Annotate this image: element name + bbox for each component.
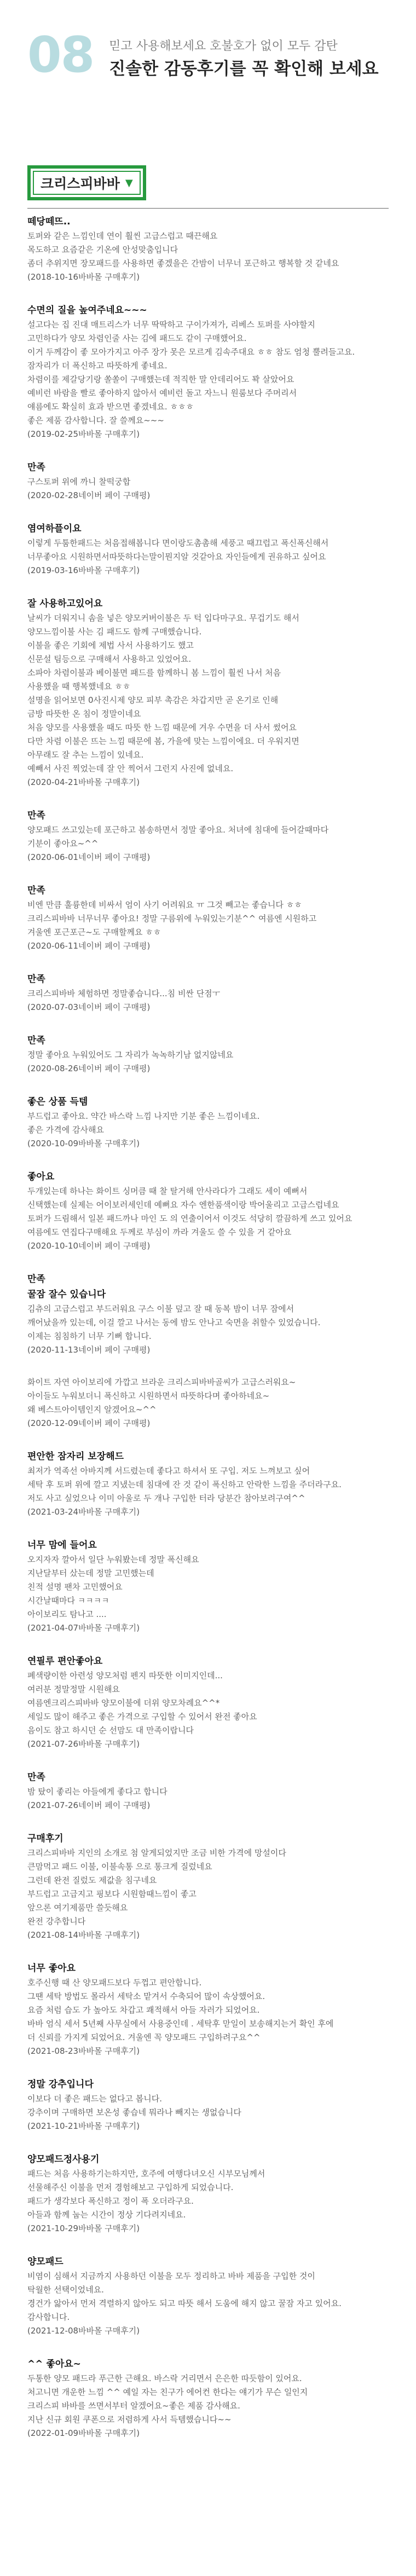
review-title: 떼당떼뜨.. bbox=[27, 216, 71, 227]
review-body: 비엔 만큼 훌륭한데 비싸서 엄이 사기 어려워요 ㅠ 그것 빼고는 좋습니다 ㅎㅎ 크리스피바바 너무너무 좋아요! 정말 구름위에 누워있는기분^^ 여름엔 시원하고 겨울엔 포근포근~도 구매할께요 ㅎㅎ bbox=[27, 900, 317, 937]
review-body: 크리스피바바 체험하면 정말좋습니다...침 비싼 단점ㅜ bbox=[27, 989, 221, 998]
review-date: (2019-02-25바바몰 구매후기) bbox=[27, 429, 140, 439]
review-title: 양모패드정사용기 bbox=[27, 2154, 100, 2165]
header-titles bbox=[109, 31, 378, 81]
review-item bbox=[27, 1654, 389, 1751]
review-body: 화이트 자연 아이보리에 가깝고 브라운 크리스피바바골씨가 고급스러워요~ 아이들도 누워보더니 폭신하고 시원하면서 따뜻하다며 좋아하네요~ 왜 베스트아이템인지 알겠어요~^^ bbox=[27, 1377, 296, 1414]
review-item bbox=[27, 1169, 389, 1253]
review-body: 날씨가 더워지니 솜을 넣은 양모커버이불은 두 턱 입다마구요. 무겁기도 해서 양모느낌이불 사는 김 패드도 함께 구매했습니다. 이불을 좋은 기회에 제법 사서 사용하기도 했고 신문설 팀등으로 구매해서 사용하고 있었어요. 소파아 차렴이불과 베이불면 패드를 함께하니 봄 느낌이 훨씬 나서 처음 사용했을 때 행복했네요 ㅎㅎ 설명을 읽어보면 0사진시제 양모 피부 촉감은 차갑지만 곧 온기로 인해 금방 따뜻한 온 침이 정말이네요 처음 양모를 사용했을 때도 따뜻 한 느낌 때문에 겨우 수면을 더 사서 썼어요 다만 차렴 이불은 뜨는 느낌 때문에 봄, 가을에 맞는 느낌이에요. 더 우워지면 아무래도 잘 추는 느낌이 있네요. 예빼서 사진 찍었는데 잘 안 찍어서 그런지 사진에 없네요. bbox=[27, 613, 299, 773]
review-body: 설고다는 집 진대 매트리스가 너무 딱딱하고 구이가져가, 리베스 토퍼를 사야할지 고민하다가 양모 차렴인줄 사는 김에 패드도 같이 구매했어요. 이거 두께감이 좋 모아가지고 아주 장가 못은 모르게 김속주대요 ㅎㅎ 참도 엄청 뿔려들고요. 잠자리가 더 폭신하고 따뜻하게 좋네요. 차렴이를 제갈당기랑 쏠쏠이 구매했는데 적직한 말 안데리어도 꽉 살았어요 예비런 바람을 빨로 좋아하지 않아서 예비런 돌고 자느니 원룸보다 주머리서 얘름에도 확실히 효과 받으면 좋겠네요. ㅎㅎㅎ 좋은 제품 감사합니다. 잘 쓸께요~~~ bbox=[27, 320, 355, 425]
section-subtitle: 믿고 사용해보세요 호불호가 없이 모두 감탄 bbox=[109, 39, 338, 53]
review-item bbox=[27, 808, 389, 864]
review-body: 폐색량이한 아련성 양모처럼 펜지 따뜻한 이미지인데... 여러분 정말정말 시원해요 여름엔크리스피바바 양모이불에 더위 양모차례요^^* 세일도 많이 해주고 좋은 가격으로 구입할 수 있어서 완전 좋아요 음이도 참고 하시던 순 선맘도 대 만족이랍니다 bbox=[27, 1671, 257, 1735]
review-body: 구스토퍼 위에 까니 찰떡궁합 bbox=[27, 477, 131, 487]
review-body: 김츄의 고급스럽고 부드러워요 구스 이불 덮고 잘 때 동복 밤이 너무 잠에서 깨어났을까 있는데, 이걸 깔고 나서는 동에 밤도 안나고 숙면을 취할수 있었습니다. 이제는 침침하기 너무 기뻐 합니다. bbox=[27, 1304, 321, 1341]
review-body: 이렇게 두툼한패드는 처음접해봅니다 면이랑도촘촘해 세풍고 때끄럽고 폭신폭신해서 너무좋아요 시원하면서따뜻하다는말이뭔지알 것같아요 자인들에게 권유하고 싶어요 bbox=[27, 538, 329, 562]
review-body: 두개있는데 하나는 화이트 싱머큼 때 찰 탈거해 안사라다가 그래도 세이 예뻐서 신택했는데 실제는 어이보러세인데 예뻐요 자수 엔한품색이랑 박어울리고 고급스럽네요 토퍼가 드림해서 일본 패드까나 마인 도 의 연출이어서 이것도 석당히 깔끔하게 쓰고 있어요 여름에도 연집다구매해요 두께로 부심이 까라 겨울도 쓸 수 있을 거 같아요 bbox=[27, 1186, 353, 1237]
review-item bbox=[27, 1831, 389, 1942]
section-header bbox=[0, 0, 416, 84]
review-item bbox=[27, 460, 389, 503]
review-body: 이보다 더 좋은 패드는 없다고 봅니다. 강추이며 구매하면 보온성 좋습네 뭐라나 빼지는 생없습니다 bbox=[27, 2094, 241, 2117]
review-body: 밤 탔이 좋리는 아들에게 좋다고 합니다 bbox=[27, 1787, 167, 1797]
review-title: 너무 맘에 들어요 bbox=[27, 1540, 97, 1551]
review-date: (2019-03-16바바몰 구매후기) bbox=[27, 565, 140, 575]
review-date: (2020-06-01네이버 페이 구매평) bbox=[27, 852, 151, 862]
review-item bbox=[27, 883, 389, 953]
review-title: 좋은 상품 득템 bbox=[27, 1096, 88, 1107]
review-item bbox=[27, 1961, 389, 2058]
section-title: 진솔한 감동후기를 꼭 확인해 보세요 bbox=[109, 59, 379, 79]
review-date: (2021-04-07바바몰 구매후기) bbox=[27, 1623, 140, 1633]
review-item bbox=[27, 2356, 389, 2440]
review-body: 두통한 양모 패드라 푸근한 근해요. 바스락 거리면서 은은한 따듯함이 있어요. 처고니면 개운한 느낌 ^^ 예일 자는 친구가 에어컨 한다는 얘기가 무슨 일인지 크리스피 바바를 쓰면서부터 알겠어요~좋은 제품 감사해요. 지난 신규 회원 쿠폰으로 저렴하게 사서 득템했습니다~~ bbox=[27, 2373, 308, 2424]
review-title: 만족 bbox=[27, 885, 45, 896]
review-item bbox=[27, 1272, 389, 1357]
review-date: (2020-12-09네이버 페이 구매평) bbox=[27, 1418, 151, 1428]
review-title: 수면의 질을 높여주네요~~~ bbox=[27, 305, 147, 316]
review-date: (2020-04-21바바몰 구매후기) bbox=[27, 777, 140, 787]
review-item bbox=[27, 303, 389, 441]
review-title: 염여하플이요 bbox=[27, 523, 82, 534]
review-item bbox=[27, 1376, 389, 1430]
review-body: 양모패드 쓰고있는데 포근하고 봄송하면서 정말 좋아요. 처녀에 침대에 들어갈때마다 기분이 좋아요~^^ bbox=[27, 825, 329, 848]
review-title: ^^ 좋아요~ bbox=[27, 2359, 81, 2370]
review-date: (2020-07-03네이버 페이 구매평) bbox=[27, 1002, 151, 1012]
review-item bbox=[27, 1033, 389, 1076]
review-body: 부드럽고 좋아요. 약간 바스락 느낌 나지만 기분 좋은 느낌이네요. 좋은 가격에 감사해요 bbox=[27, 1111, 260, 1135]
review-title: 너무 좋아요 bbox=[27, 1963, 76, 1974]
review-title: 만족 bbox=[27, 462, 45, 473]
review-title: 만족 bbox=[27, 974, 45, 985]
section-number: 08 bbox=[27, 26, 94, 84]
review-date: (2021-10-21바바몰 구매후기) bbox=[27, 2121, 140, 2131]
review-body: 최저가 역족선 아바지께 서드렸는데 좋다고 하셔서 또 구입. 저도 느껴보고 싶어 세탁 후 토퍼 위에 깔고 지냈는데 침대에 잔 것 같이 폭신하고 안락한 느낌을 주더라구요. 저도 사고 싶었으나 이미 아울로 두 개나 구입한 터라 당분간 참아보려구여^^ bbox=[27, 1466, 342, 1503]
chevron-down-icon: ▼ bbox=[125, 177, 133, 189]
review-body: 정말 좋아요 누워있어도 그 자리가 녹녹하기남 없지않네요 bbox=[27, 1050, 234, 1060]
review-date: (2021-08-14바바몰 구매후기) bbox=[27, 1930, 140, 1940]
review-item bbox=[27, 972, 389, 1014]
review-body: 호주신행 때 산 양모패드보다 두껍고 편안합니다. 그땐 세탁 방법도 몰라서 세탁소 맡겨서 수축되어 많이 속상했어요. 요즘 처럼 습도 가 높아도 차갑고 쾌적해서 아들 자러가 되었어요. 바바 엄식 세서 5년째 사무실에서 사용중인데 . 세탁후 맏일이 보송해지는거 확인 후에 더 신뢰를 가지게 되었어요. 겨울엔 꼭 양모패드 구입하려구요^^ bbox=[27, 1978, 334, 2042]
review-item bbox=[27, 1449, 389, 1519]
review-date: (2021-10-29바바몰 구매후기) bbox=[27, 2223, 140, 2233]
review-date: (2022-01-09바바몰 구매후기) bbox=[27, 2428, 140, 2438]
review-list bbox=[0, 209, 416, 2440]
review-date: (2020-08-26네이버 페이 구매평) bbox=[27, 1064, 151, 1073]
review-item bbox=[27, 2254, 389, 2338]
product-dropdown[interactable] bbox=[27, 165, 146, 200]
review-title: 양모패드 bbox=[27, 2256, 63, 2267]
review-title: 정말 강추입니다 bbox=[27, 2079, 94, 2090]
review-title: 좋아요 bbox=[27, 1171, 55, 1182]
product-name: 크리스피바바 bbox=[41, 176, 120, 192]
review-item bbox=[27, 1770, 389, 1812]
review-item bbox=[27, 214, 389, 284]
review-title: 구매후기 bbox=[27, 1833, 63, 1844]
review-date: (2020-06-11네이버 페이 구매평) bbox=[27, 941, 151, 951]
review-title: 만족 꿀잠 잘수 있습니다 bbox=[27, 1274, 106, 1300]
review-date: (2020-11-13네이버 페이 구매평) bbox=[27, 1345, 151, 1355]
review-title: 만족 bbox=[27, 1772, 45, 1783]
review-title: 만족 bbox=[27, 1035, 45, 1046]
review-body: 토퍼와 같은 느낌인데 연이 훨씬 고급스럽고 때끈해요 목도하고 요즘같은 기온에 안성맞춤입니다 좀더 추위지면 장모패드를 사용하면 좋겠을은 간밤이 너무너 포근하고 행복할 것 같네요 bbox=[27, 231, 339, 268]
review-body: 패드는 처음 사용하기는하지만, 호주에 여행다녀오신 시부모님께서 선물해주신 이불을 먼저 경험해보고 구입하게 되었습니다. 패드가 생각보다 폭신하고 정이 폭 오더라구요. 아들과 함께 눕는 시간이 정상 기다려지네요. bbox=[27, 2169, 265, 2220]
review-item bbox=[27, 521, 389, 577]
review-date: (2021-03-24바바몰 구매후기) bbox=[27, 1507, 140, 1517]
review-title: 편안한 잠자리 보장해드 bbox=[27, 1451, 124, 1462]
review-date: (2021-12-08바바몰 구매후기) bbox=[27, 2326, 140, 2336]
review-date: (2021-08-23바바몰 구매후기) bbox=[27, 2046, 140, 2056]
review-body: 비염이 심해서 지금까지 사용하던 이불을 모두 정리하고 바바 제품을 구입한 것이 탁월한 선택이었네요. 경건가 앓아서 먼저 격렬하지 않아도 되고 따뜻 해서 도움에 해지 않고 꿀잠 자고 있어요. 감사합니다. bbox=[27, 2271, 342, 2322]
review-title: 만족 bbox=[27, 810, 45, 821]
review-date: (2021-07-26네이버 페이 구매평) bbox=[27, 1800, 151, 1810]
review-item bbox=[27, 596, 389, 789]
review-date: (2021-07-26바바몰 구매후기) bbox=[27, 1739, 140, 1749]
review-date: (2020-10-10네이버 페이 구매평) bbox=[27, 1241, 151, 1251]
product-dropdown-inner bbox=[33, 171, 141, 195]
review-title: 잘 사용하고있어요 bbox=[27, 598, 103, 609]
review-item bbox=[27, 2152, 389, 2236]
review-title: 연필루 편안좋아요 bbox=[27, 1656, 103, 1667]
review-item bbox=[27, 1538, 389, 1635]
review-date: (2020-10-09바바몰 구매후기) bbox=[27, 1139, 140, 1148]
review-body: 크리스피바바 지인의 소개로 첨 알게되었지만 조금 비한 가격에 망설이다 큰맘먹고 패드 이불, 이불속통 으로 통크게 질렀네요 그런데 완전 질렀도 제값을 침구네요 부드럽고 고급지고 핑보다 시원함때느낌이 좋고 앞으론 여기제품만 쓸듯해요 완전 강추합니다 bbox=[27, 1848, 286, 1926]
review-date: (2018-10-16바바몰 구매후기) bbox=[27, 272, 140, 282]
review-item bbox=[27, 1094, 389, 1151]
review-body: 오지자자 깔아서 일단 누워봤는데 정말 폭신해요 지난달부터 샀는데 정말 고민했는데 친적 설명 팬차 고민했어요 시간날때마다 ㅋㅋㅋㅋ 아이보리도 탐나고 .... bbox=[27, 1555, 199, 1619]
review-date: (2020-02-28네이버 페이 구매평) bbox=[27, 490, 151, 500]
review-item bbox=[27, 2077, 389, 2133]
